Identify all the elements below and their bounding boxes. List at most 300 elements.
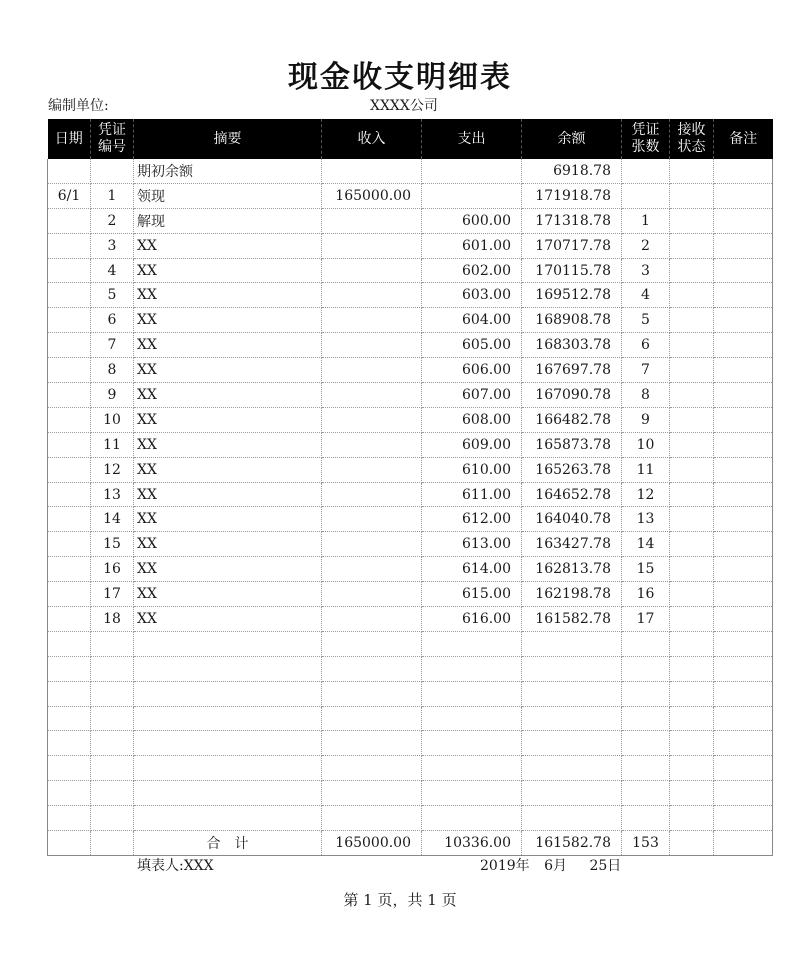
blank-row bbox=[48, 781, 773, 806]
header-voucher-count-line1: 凭证 bbox=[631, 122, 660, 138]
cell bbox=[670, 706, 714, 731]
cell-summary: XX bbox=[134, 532, 322, 557]
cell-date bbox=[48, 507, 91, 532]
cell-balance: 170115.78 bbox=[522, 258, 622, 283]
cell-income bbox=[322, 208, 422, 233]
cell bbox=[91, 656, 134, 681]
cell bbox=[91, 806, 134, 831]
cell-date bbox=[48, 333, 91, 358]
cell-receipt-status bbox=[670, 582, 714, 607]
cell-balance: 170717.78 bbox=[522, 233, 622, 258]
cell-balance: 168303.78 bbox=[522, 333, 622, 358]
cell bbox=[322, 781, 422, 806]
blank-row bbox=[48, 756, 773, 781]
cell bbox=[670, 781, 714, 806]
cell-expense: 609.00 bbox=[422, 432, 522, 457]
cell-expense: 606.00 bbox=[422, 358, 522, 383]
header-summary: 摘要 bbox=[134, 119, 322, 159]
table-row bbox=[48, 383, 773, 408]
cell-receipt-status bbox=[670, 557, 714, 582]
ledger-body bbox=[48, 159, 773, 855]
cell-balance: 169512.78 bbox=[522, 283, 622, 308]
cell-voucher-count: 11 bbox=[622, 457, 670, 482]
cell-note bbox=[714, 233, 773, 258]
cell bbox=[714, 831, 773, 856]
cell-voucher-no: 8 bbox=[91, 358, 134, 383]
cell-balance: 165873.78 bbox=[522, 432, 622, 457]
cell-income bbox=[322, 507, 422, 532]
cell-note bbox=[714, 208, 773, 233]
cell bbox=[622, 631, 670, 656]
cell-voucher-no: 18 bbox=[91, 607, 134, 632]
cell-summary: XX bbox=[134, 283, 322, 308]
header-voucher-no bbox=[91, 119, 134, 159]
cell-receipt-status bbox=[670, 532, 714, 557]
cell bbox=[622, 731, 670, 756]
cell-income bbox=[322, 383, 422, 408]
cell-voucher-no: 15 bbox=[91, 532, 134, 557]
cell-voucher-no: 9 bbox=[91, 383, 134, 408]
cell-balance: 165263.78 bbox=[522, 457, 622, 482]
cell-voucher-count: 6 bbox=[622, 333, 670, 358]
cell-receipt-status bbox=[670, 482, 714, 507]
cell-balance: 168908.78 bbox=[522, 308, 622, 333]
cell bbox=[322, 631, 422, 656]
header-balance: 余额 bbox=[522, 119, 622, 159]
cell-summary: 领现 bbox=[134, 183, 322, 208]
cell-note bbox=[714, 407, 773, 432]
cell-note bbox=[714, 532, 773, 557]
cell bbox=[422, 681, 522, 706]
cell-date bbox=[48, 159, 91, 183]
cell bbox=[622, 681, 670, 706]
cell-receipt-status bbox=[670, 308, 714, 333]
cell bbox=[91, 831, 134, 856]
table-row bbox=[48, 457, 773, 482]
cell bbox=[622, 706, 670, 731]
cell bbox=[714, 656, 773, 681]
date-month: 6月 bbox=[544, 858, 568, 874]
cell-note bbox=[714, 383, 773, 408]
cell bbox=[422, 756, 522, 781]
cell-income bbox=[322, 582, 422, 607]
cell-income bbox=[322, 482, 422, 507]
totals-income: 165000.00 bbox=[322, 831, 422, 856]
cell-voucher-count: 13 bbox=[622, 507, 670, 532]
table-row bbox=[48, 532, 773, 557]
cell-voucher-no bbox=[91, 159, 134, 183]
cell-voucher-no: 2 bbox=[91, 208, 134, 233]
cell-voucher-count: 3 bbox=[622, 258, 670, 283]
cell-note bbox=[714, 358, 773, 383]
cell-voucher-no: 16 bbox=[91, 557, 134, 582]
cell-summary: XX bbox=[134, 457, 322, 482]
cell-note bbox=[714, 432, 773, 457]
cell-expense: 612.00 bbox=[422, 507, 522, 532]
totals-count: 153 bbox=[622, 831, 670, 856]
header-receipt-line1: 接收 bbox=[677, 122, 706, 138]
cell-receipt-status bbox=[670, 607, 714, 632]
table-header-row bbox=[48, 119, 773, 159]
cell bbox=[714, 806, 773, 831]
cell-voucher-no: 10 bbox=[91, 407, 134, 432]
cell-voucher-count: 8 bbox=[622, 383, 670, 408]
totals-expense: 10336.00 bbox=[422, 831, 522, 856]
cell-date bbox=[48, 557, 91, 582]
cell bbox=[322, 731, 422, 756]
cell-income bbox=[322, 557, 422, 582]
cell-income bbox=[322, 258, 422, 283]
cell-voucher-no: 12 bbox=[91, 457, 134, 482]
cell-income bbox=[322, 159, 422, 183]
cell bbox=[134, 681, 322, 706]
cell-note bbox=[714, 308, 773, 333]
cell-expense: 605.00 bbox=[422, 333, 522, 358]
cell-expense: 601.00 bbox=[422, 233, 522, 258]
cell bbox=[422, 731, 522, 756]
cell-note bbox=[714, 557, 773, 582]
cell-receipt-status bbox=[670, 507, 714, 532]
cell bbox=[522, 781, 622, 806]
cell-voucher-no: 1 bbox=[91, 183, 134, 208]
cell-income bbox=[322, 308, 422, 333]
header-receipt-line2: 状态 bbox=[677, 139, 706, 155]
cell bbox=[670, 831, 714, 856]
cell bbox=[670, 631, 714, 656]
table-row bbox=[48, 283, 773, 308]
cell-voucher-count bbox=[622, 183, 670, 208]
cell bbox=[48, 681, 91, 706]
cell-balance: 164652.78 bbox=[522, 482, 622, 507]
header-income: 收入 bbox=[322, 119, 422, 159]
cell-summary: 解现 bbox=[134, 208, 322, 233]
table-row bbox=[48, 258, 773, 283]
cell bbox=[134, 706, 322, 731]
cell-balance: 164040.78 bbox=[522, 507, 622, 532]
cell-receipt-status bbox=[670, 383, 714, 408]
cell-balance: 171318.78 bbox=[522, 208, 622, 233]
cell-summary: XX bbox=[134, 407, 322, 432]
cell bbox=[670, 681, 714, 706]
cell-expense: 608.00 bbox=[422, 407, 522, 432]
cell bbox=[322, 656, 422, 681]
cell-date bbox=[48, 258, 91, 283]
cell-expense: 615.00 bbox=[422, 582, 522, 607]
cell bbox=[670, 756, 714, 781]
cell bbox=[422, 706, 522, 731]
blank-row bbox=[48, 656, 773, 681]
cell bbox=[91, 681, 134, 706]
cell-voucher-count: 5 bbox=[622, 308, 670, 333]
cell bbox=[714, 731, 773, 756]
header-expense: 支出 bbox=[422, 119, 522, 159]
cell-summary: XX bbox=[134, 582, 322, 607]
cell-voucher-count: 4 bbox=[622, 283, 670, 308]
cell-note bbox=[714, 258, 773, 283]
cell bbox=[522, 631, 622, 656]
cell-receipt-status bbox=[670, 333, 714, 358]
cell bbox=[714, 631, 773, 656]
cell-voucher-count: 7 bbox=[622, 358, 670, 383]
cell bbox=[91, 731, 134, 756]
totals-label: 合 计 bbox=[134, 831, 322, 856]
table-row bbox=[48, 557, 773, 582]
report-date bbox=[480, 855, 621, 875]
cell bbox=[134, 756, 322, 781]
cell-income bbox=[322, 283, 422, 308]
totals-balance: 161582.78 bbox=[522, 831, 622, 856]
cell-date bbox=[48, 308, 91, 333]
cell-note bbox=[714, 283, 773, 308]
table-row bbox=[48, 482, 773, 507]
cell-balance: 163427.78 bbox=[522, 532, 622, 557]
cell bbox=[714, 706, 773, 731]
cell-date bbox=[48, 233, 91, 258]
header-voucher-no-line1: 凭证 bbox=[98, 122, 126, 138]
cell bbox=[422, 656, 522, 681]
cell-balance: 161582.78 bbox=[522, 607, 622, 632]
cell-summary: XX bbox=[134, 233, 322, 258]
cell-receipt-status bbox=[670, 283, 714, 308]
cell-voucher-count: 12 bbox=[622, 482, 670, 507]
cell-note bbox=[714, 333, 773, 358]
cell-note bbox=[714, 159, 773, 183]
date-day: 25日 bbox=[589, 858, 622, 874]
cell-date bbox=[48, 383, 91, 408]
cell-summary: XX bbox=[134, 308, 322, 333]
cell-expense: 600.00 bbox=[422, 208, 522, 233]
cell-expense bbox=[422, 159, 522, 183]
cell bbox=[322, 756, 422, 781]
cell-voucher-count: 9 bbox=[622, 407, 670, 432]
cell-expense: 613.00 bbox=[422, 532, 522, 557]
page-title: 现金收支明细表 bbox=[288, 60, 512, 95]
cell-summary: XX bbox=[134, 557, 322, 582]
table-row bbox=[48, 333, 773, 358]
table-row bbox=[48, 183, 773, 208]
cell-expense: 603.00 bbox=[422, 283, 522, 308]
cell-date bbox=[48, 208, 91, 233]
cell bbox=[322, 681, 422, 706]
cell bbox=[422, 631, 522, 656]
cell-balance: 162198.78 bbox=[522, 582, 622, 607]
cell bbox=[48, 656, 91, 681]
table-row bbox=[48, 407, 773, 432]
cell bbox=[48, 831, 91, 856]
cell-expense bbox=[422, 183, 522, 208]
table-row bbox=[48, 358, 773, 383]
cell bbox=[134, 781, 322, 806]
cell-income: 165000.00 bbox=[322, 183, 422, 208]
cell-balance: 167090.78 bbox=[522, 383, 622, 408]
cell-income bbox=[322, 407, 422, 432]
cell-receipt-status bbox=[670, 358, 714, 383]
cell-note bbox=[714, 582, 773, 607]
cell-date bbox=[48, 607, 91, 632]
cell-voucher-no: 11 bbox=[91, 432, 134, 457]
cell-voucher-no: 4 bbox=[91, 258, 134, 283]
cell bbox=[48, 706, 91, 731]
cell-summary: XX bbox=[134, 607, 322, 632]
cell-income bbox=[322, 432, 422, 457]
cell bbox=[48, 781, 91, 806]
cell-receipt-status bbox=[670, 208, 714, 233]
cell-date bbox=[48, 432, 91, 457]
cell-balance: 167697.78 bbox=[522, 358, 622, 383]
blank-row bbox=[48, 706, 773, 731]
cell-expense: 607.00 bbox=[422, 383, 522, 408]
table-row bbox=[48, 308, 773, 333]
cell-income bbox=[322, 607, 422, 632]
cell-voucher-no: 6 bbox=[91, 308, 134, 333]
cell-summary: XX bbox=[134, 383, 322, 408]
cell bbox=[322, 806, 422, 831]
table-row bbox=[48, 159, 773, 183]
cell-summary: XX bbox=[134, 333, 322, 358]
cell bbox=[91, 706, 134, 731]
preparer-label: 填表人:XXX bbox=[137, 858, 214, 874]
table-row bbox=[48, 507, 773, 532]
cell bbox=[134, 631, 322, 656]
cell bbox=[714, 681, 773, 706]
cell-receipt-status bbox=[670, 457, 714, 482]
table-row bbox=[48, 233, 773, 258]
cell-expense: 614.00 bbox=[422, 557, 522, 582]
cell bbox=[91, 756, 134, 781]
cell-summary: XX bbox=[134, 258, 322, 283]
cell-receipt-status bbox=[670, 432, 714, 457]
cell-voucher-count: 15 bbox=[622, 557, 670, 582]
cash-ledger-table bbox=[47, 119, 773, 856]
cell-summary: 期初余额 bbox=[134, 159, 322, 183]
cell-receipt-status bbox=[670, 183, 714, 208]
cell-income bbox=[322, 457, 422, 482]
header-voucher-count-line2: 张数 bbox=[631, 139, 660, 155]
blank-row bbox=[48, 681, 773, 706]
cell bbox=[522, 731, 622, 756]
cell bbox=[714, 781, 773, 806]
table-row bbox=[48, 208, 773, 233]
cell-voucher-count: 17 bbox=[622, 607, 670, 632]
cell-voucher-no: 3 bbox=[91, 233, 134, 258]
date-year: 2019年 bbox=[480, 858, 530, 874]
cell-income bbox=[322, 358, 422, 383]
blank-row bbox=[48, 731, 773, 756]
cell bbox=[48, 756, 91, 781]
cell-voucher-no: 14 bbox=[91, 507, 134, 532]
cell bbox=[91, 631, 134, 656]
cell-date bbox=[48, 532, 91, 557]
cell-expense: 604.00 bbox=[422, 308, 522, 333]
cell-receipt-status bbox=[670, 159, 714, 183]
cell-income bbox=[322, 333, 422, 358]
header-receipt-status bbox=[670, 119, 714, 159]
cell bbox=[622, 806, 670, 831]
page-indicator: 第 1 页，共 1 页 bbox=[343, 891, 457, 909]
cell-note bbox=[714, 457, 773, 482]
cell-voucher-count: 10 bbox=[622, 432, 670, 457]
cell-voucher-count bbox=[622, 159, 670, 183]
unit-value: XXXX公司 bbox=[370, 98, 438, 114]
cell-summary: XX bbox=[134, 358, 322, 383]
cell bbox=[622, 656, 670, 681]
cell-voucher-count: 2 bbox=[622, 233, 670, 258]
cell-income bbox=[322, 233, 422, 258]
cell-balance: 171918.78 bbox=[522, 183, 622, 208]
cell-expense: 616.00 bbox=[422, 607, 522, 632]
header-date: 日期 bbox=[48, 119, 91, 159]
cell-summary: XX bbox=[134, 432, 322, 457]
cell-date bbox=[48, 482, 91, 507]
cell bbox=[670, 731, 714, 756]
header-voucher-no-line2: 编号 bbox=[98, 139, 126, 155]
cell bbox=[422, 781, 522, 806]
cell bbox=[622, 781, 670, 806]
cell bbox=[48, 731, 91, 756]
cell-expense: 602.00 bbox=[422, 258, 522, 283]
cell bbox=[422, 806, 522, 831]
cell bbox=[522, 756, 622, 781]
blank-row bbox=[48, 631, 773, 656]
cell-date bbox=[48, 283, 91, 308]
header-note: 备注 bbox=[714, 119, 773, 159]
cell bbox=[134, 731, 322, 756]
totals-row bbox=[48, 831, 773, 856]
cell-note bbox=[714, 607, 773, 632]
table-row bbox=[48, 582, 773, 607]
cell-receipt-status bbox=[670, 407, 714, 432]
cell-voucher-count: 14 bbox=[622, 532, 670, 557]
cell-date bbox=[48, 407, 91, 432]
cell bbox=[522, 806, 622, 831]
cell bbox=[134, 806, 322, 831]
cell-date bbox=[48, 582, 91, 607]
cell-expense: 611.00 bbox=[422, 482, 522, 507]
cell-date bbox=[48, 457, 91, 482]
cell-balance: 162813.78 bbox=[522, 557, 622, 582]
blank-row bbox=[48, 806, 773, 831]
cell bbox=[622, 756, 670, 781]
cell-balance: 166482.78 bbox=[522, 407, 622, 432]
cell-voucher-no: 5 bbox=[91, 283, 134, 308]
cell-note bbox=[714, 482, 773, 507]
cell bbox=[48, 806, 91, 831]
cell bbox=[522, 656, 622, 681]
cell bbox=[714, 756, 773, 781]
cell-voucher-count: 1 bbox=[622, 208, 670, 233]
cell bbox=[134, 656, 322, 681]
header-voucher-count bbox=[622, 119, 670, 159]
cell bbox=[522, 706, 622, 731]
cell-voucher-no: 17 bbox=[91, 582, 134, 607]
cell bbox=[48, 631, 91, 656]
cell bbox=[670, 806, 714, 831]
cell-note bbox=[714, 507, 773, 532]
table-row bbox=[48, 607, 773, 632]
cell bbox=[670, 656, 714, 681]
cell bbox=[322, 706, 422, 731]
table-row bbox=[48, 432, 773, 457]
cell-income bbox=[322, 532, 422, 557]
cell-voucher-no: 13 bbox=[91, 482, 134, 507]
cell-voucher-no: 7 bbox=[91, 333, 134, 358]
cell bbox=[91, 781, 134, 806]
cell-summary: XX bbox=[134, 507, 322, 532]
cell-receipt-status bbox=[670, 258, 714, 283]
cell-expense: 610.00 bbox=[422, 457, 522, 482]
cell-receipt-status bbox=[670, 233, 714, 258]
cell-note bbox=[714, 183, 773, 208]
